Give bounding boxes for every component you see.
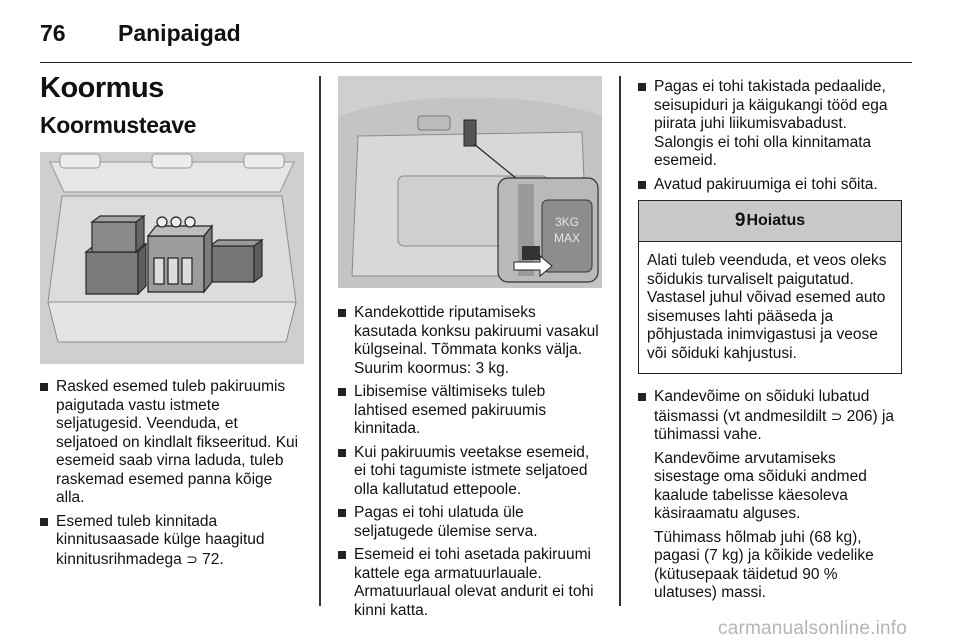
list-item: Kui pakiruumis veetakse esemeid, ei tohi tagumiste istmete seljatoed olla kallutatud ettepoole. [338,444,602,500]
list-item: Pagas ei tohi ulatuda üle seljatugede ülemise serva. [338,504,602,541]
page-reference-icon[interactable]: ⊃ [186,550,198,567]
list-item: Kandekottide riputamiseks kasutada konksu pakiruumi vasakul külgseinal. Tõmmata konks välja. Suurim koormus: 3 kg. [338,304,602,378]
page-reference-link[interactable]: 72. [197,550,224,568]
column-2 [338,70,602,625]
section-name: Panipaigad [118,20,241,46]
paragraph: Kandevõime on sõiduki lubatud täismassi (vt andmesildilt ⊃ 206) ja tühimassi vahe. [654,388,895,443]
list-item [638,388,902,603]
hook-load-label-2: MAX [553,231,581,245]
column-1 [40,70,304,574]
paragraph: Tühimass hõlmab juhi (68 kg), pagasi (7 kg) ja kõikide vedelike (kütusepaak täidetud 90 % ulatuses) massi. [654,528,874,601]
warning-triangle-icon: 9 [734,210,746,231]
list-item: Libisemise vältimiseks tuleb lahtised esemed pakiruumis kinnitada. [338,383,602,439]
list-item: Avatud pakiruumiga ei tohi sõita. [638,176,902,195]
section-subtitle: Koormusteave [40,112,197,138]
bullet-square [338,309,346,317]
page-reference-link[interactable]: 206) ja tühimassi vahe. [654,407,895,443]
page-header [40,18,912,63]
hook-load-label-1: 3KG [554,215,580,229]
bullet-list [40,378,304,569]
list-item: Esemed tuleb kinnitada kinnitusaasade külge haagitud kinnitusrihmadega ⊃ 72. [40,513,304,570]
paragraph: Kandevõime arvutamiseks sisestage oma sõiduki andmed kaalude tabelisse käesoleva käsiraamatu alguses. [654,449,867,522]
bag-hook-illustration [338,76,602,288]
bullet-list [338,304,602,620]
warning-text: Alati tuleb veenduda, et veos oleks sõidukis turvaliselt paigutatud. Vastasel juhul võivad esemed auto sisemuses lahti pääseda ja põhjustada inimvigastusi ja veose või sõiduki kahjustusi. [647,252,887,362]
bullet-square [338,388,346,396]
column-divider [619,76,621,606]
list-item: Pagas ei tohi takistada pedaalide, seisupiduri ja käigukangi tööd ega piirata juhi liikumisvabadust. Salongis ei tohi olla kinnitamata esemeid. [638,78,902,171]
page-title: Koormus [40,72,164,104]
page-reference-icon[interactable]: ⊃ [830,407,843,424]
car-trunk-loading-illustration [40,152,304,364]
bullet-square [338,551,346,559]
list-item: Esemeid ei tohi asetada pakiruumi kattele ega armatuurlauale. Armatuurlaual olevat andurit ei tohi kinni katta. [338,546,602,620]
bullet-list [638,78,902,194]
watermark: carmanualsonline.info [718,618,908,639]
warning-box [638,200,902,374]
list-item: Rasked esemed tuleb pakiruumis paigutada vastu istmete seljatugesid. Veenduda, et seljatoed on kindlalt fikseeritud. Kui esemeid saab virna laduda, tuleb raskemad esemed panna kõige alla. [40,378,304,508]
bullet-square [638,393,646,401]
warning-title: Hoiatus [746,212,806,229]
bullet-square [638,181,646,189]
column-divider [319,76,321,606]
bullet-square [338,509,346,517]
bullet-list [638,388,902,603]
bullet-square [40,383,48,391]
bullet-square [338,449,346,457]
column-3 [638,70,902,608]
warning-header [639,201,901,242]
page-number: 76 [40,20,66,46]
bullet-square [638,83,646,91]
bullet-square [40,518,48,526]
